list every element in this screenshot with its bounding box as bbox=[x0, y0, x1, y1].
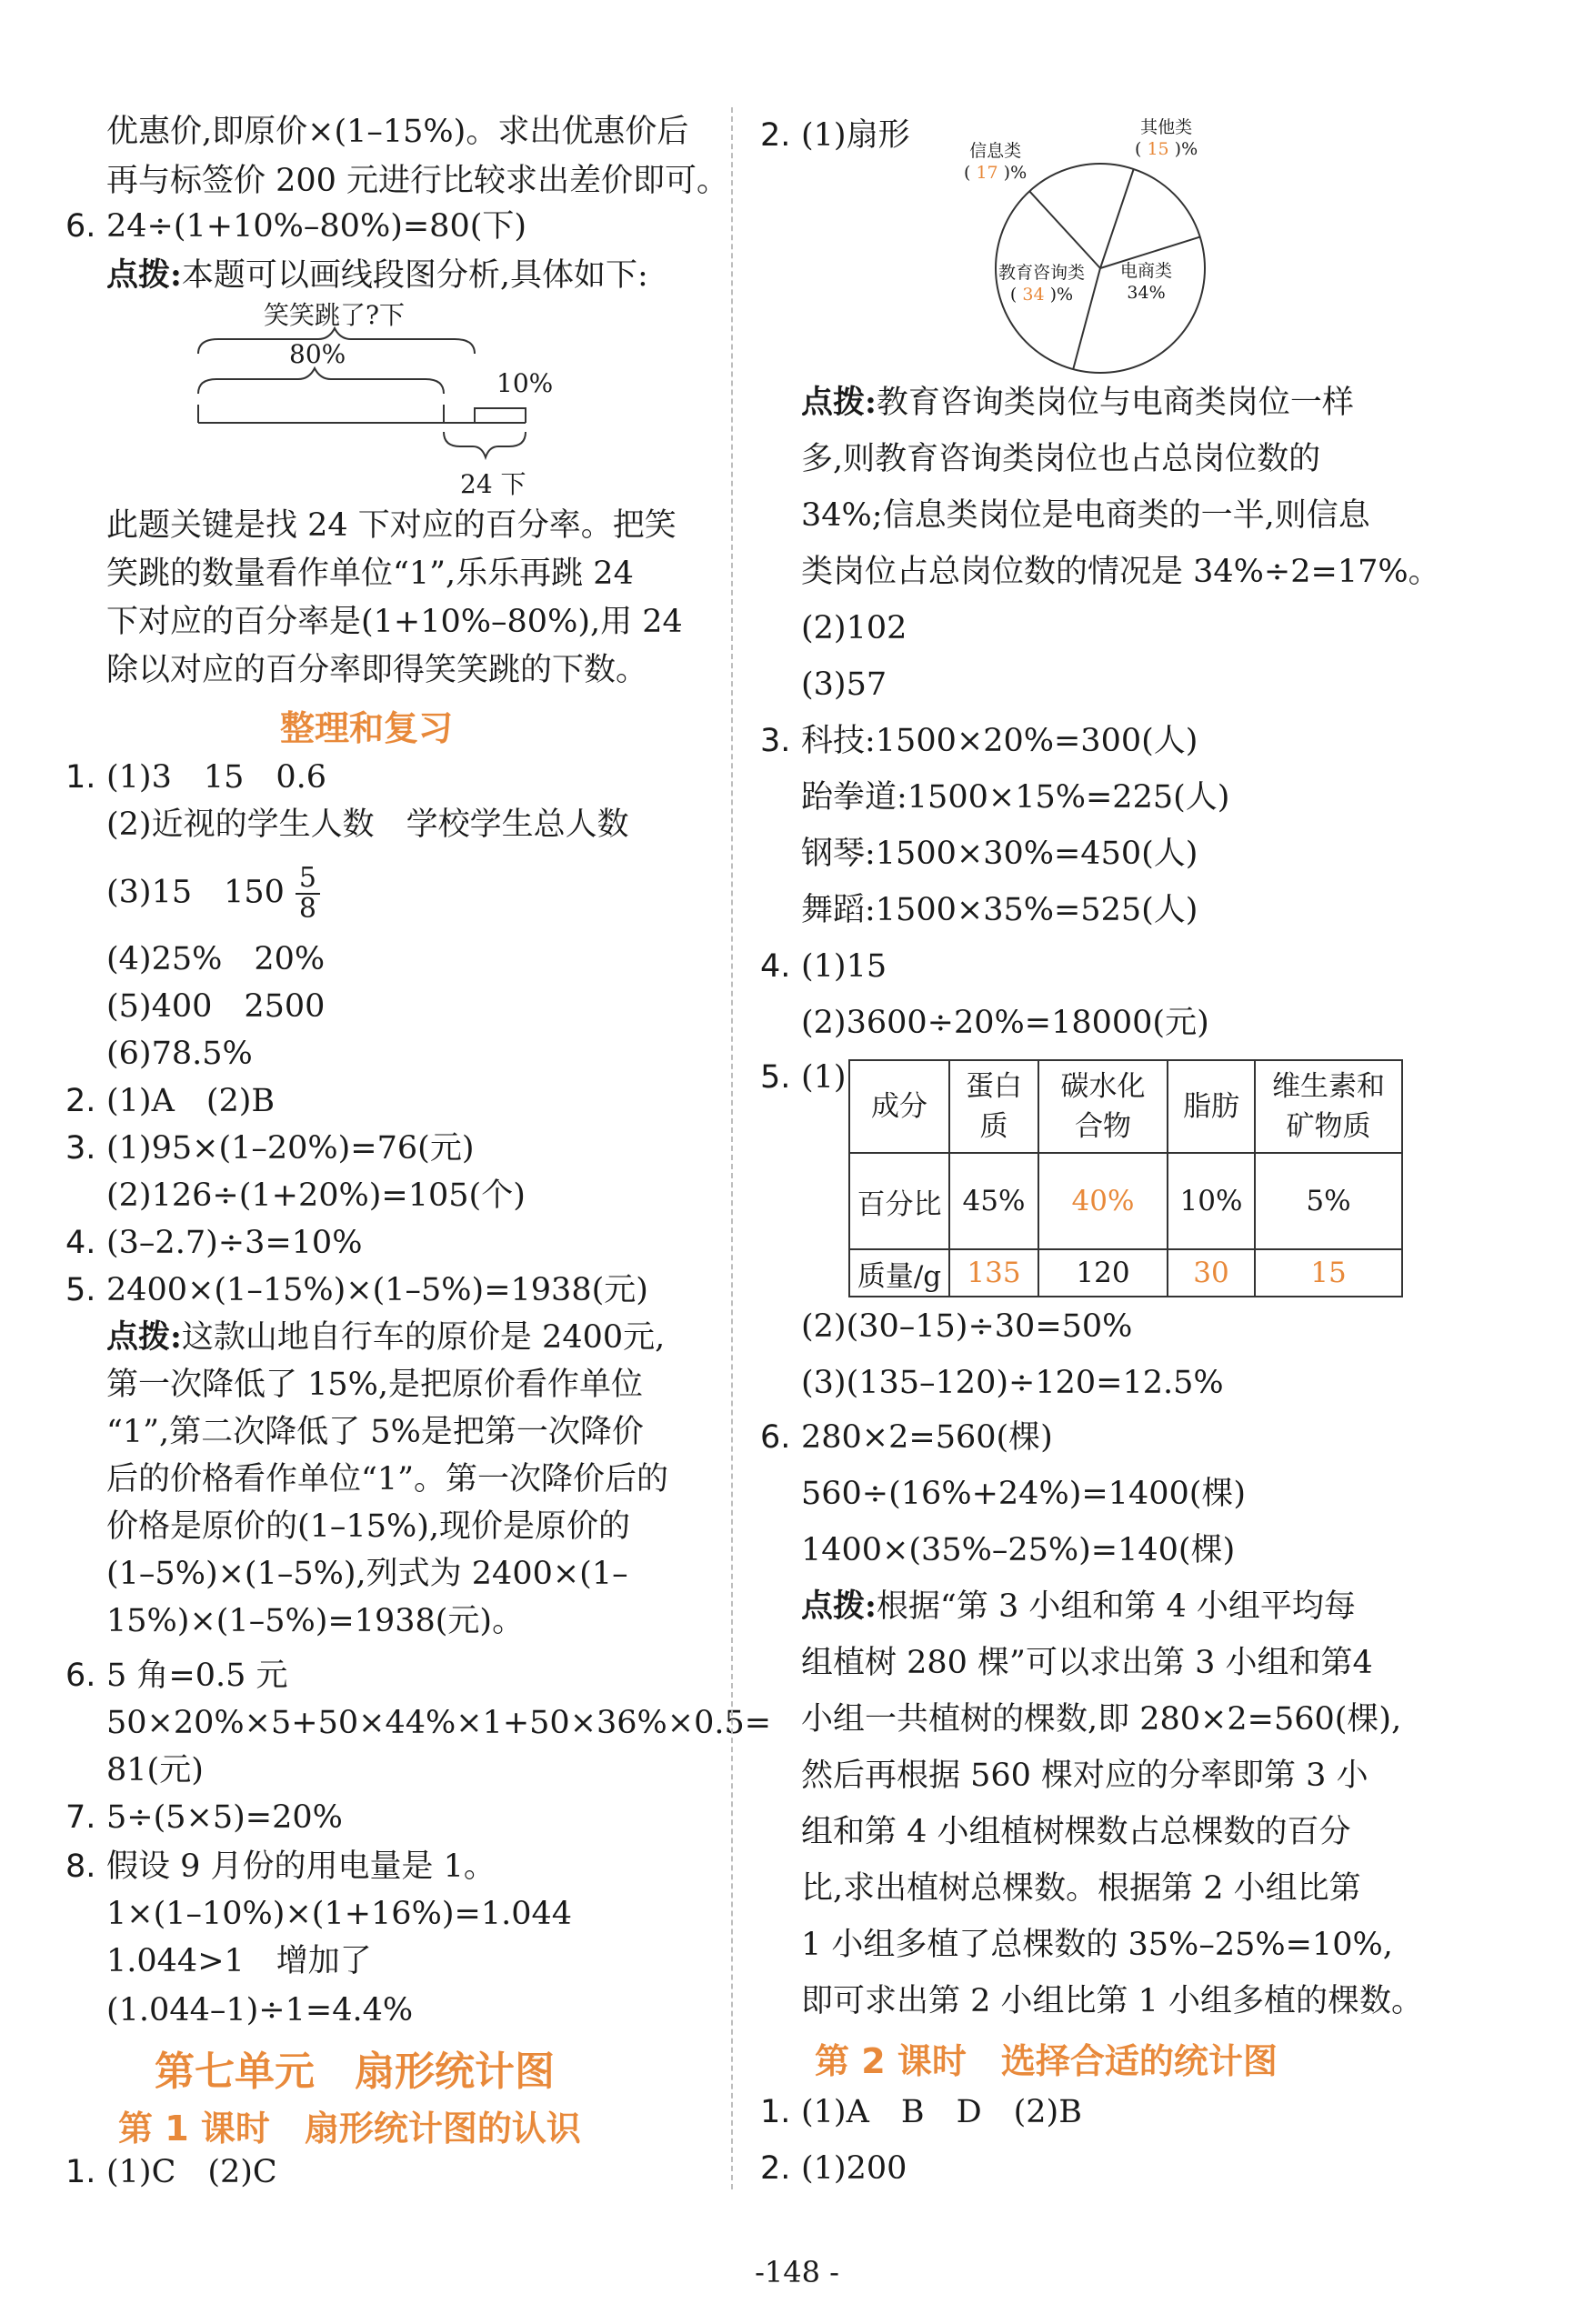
answer-line: (3–2.7)÷3=10% bbox=[106, 1225, 363, 1261]
header-line: 碳水化 bbox=[1060, 1070, 1146, 1103]
question-number: 1. bbox=[65, 2154, 96, 2190]
header-line: 蛋白 bbox=[966, 1070, 1022, 1103]
answer-line: (1)200 bbox=[801, 2150, 907, 2187]
table-cell: 10% bbox=[1168, 1153, 1255, 1249]
text-line: 下对应的百分率是(1+10%–80%),用 24 bbox=[106, 604, 683, 640]
answer-line: 81(元) bbox=[106, 1752, 204, 1788]
table-cell: 质量/g bbox=[849, 1249, 949, 1297]
line-segment-diagram bbox=[182, 296, 582, 505]
tip-line: 比,求出植树总棵数。根据第 2 小组比第 bbox=[801, 1870, 1361, 1907]
diagram-bottom-label: 24 下 bbox=[460, 469, 526, 499]
pie-answer-other: 15 bbox=[1147, 139, 1169, 159]
tip-text: 教育咨询类岗位与电商类岗位一样 bbox=[876, 385, 1354, 421]
tip-text: 这款山地自行车的原价是 2400元, bbox=[181, 1319, 666, 1356]
answer-line: 5 角=0.5 元 bbox=[106, 1658, 288, 1694]
tip-line: 34%;信息类岗位是电商类的一半,则信息 bbox=[801, 497, 1370, 534]
table-header-cell bbox=[1038, 1060, 1168, 1153]
unit-heading: 第七单元 扇形统计图 bbox=[155, 2049, 555, 2095]
question-number: 4. bbox=[760, 948, 791, 985]
question-number: 7. bbox=[65, 1799, 96, 1836]
tip-line bbox=[106, 1317, 665, 1358]
answer-line: (1)15 bbox=[801, 948, 887, 985]
pie-category-ecommerce: 电商类 bbox=[1120, 261, 1173, 281]
answer-line: 280×2=560(棵) bbox=[801, 1419, 1053, 1456]
tip-label: 点拨: bbox=[106, 1318, 182, 1356]
answer-line: (1)扇形 bbox=[801, 117, 910, 154]
table-cell: 120 bbox=[1038, 1249, 1168, 1297]
answer-line: 2400×(1–15%)×(1–5%)=1938(元) bbox=[106, 1272, 648, 1308]
fraction bbox=[296, 864, 320, 924]
table-header-cell bbox=[949, 1060, 1038, 1153]
pie-label-info bbox=[964, 140, 1027, 184]
answer-line: (1)A B D (2)B bbox=[801, 2094, 1082, 2130]
answer-line: (5)400 2500 bbox=[106, 988, 326, 1025]
answer-line: (2)近视的学生人数 学校学生总人数 bbox=[106, 806, 629, 843]
pie-value-ecommerce: 34% bbox=[1127, 283, 1166, 303]
question-number: 3. bbox=[760, 723, 791, 759]
pie-label-education bbox=[998, 262, 1085, 306]
tip-line bbox=[801, 382, 1354, 424]
answer-line: (6)78.5% bbox=[106, 1036, 253, 1072]
tip-line: (1–5%)×(1–5%),列式为 2400×(1– bbox=[106, 1556, 628, 1592]
tip-line: 第一次降低了 15%,是把原价看作单位 bbox=[106, 1367, 644, 1403]
tip-label: 点拨: bbox=[801, 384, 877, 421]
text-line: 此题关键是找 24 下对应的百分率。把笑 bbox=[106, 507, 677, 544]
tip-line: 组植树 280 棵”可以求出第 3 小组和第4 bbox=[801, 1645, 1373, 1681]
answer-line: 科技:1500×20%=300(人) bbox=[801, 723, 1198, 759]
answer-line bbox=[106, 864, 320, 924]
table-cell-answer: 15 bbox=[1255, 1249, 1402, 1297]
text-line: 优惠价,即原价×(1–15%)。求出优惠价后 bbox=[106, 114, 689, 150]
table-cell-answer: 30 bbox=[1168, 1249, 1255, 1297]
header-line: 合物 bbox=[1075, 1110, 1131, 1143]
question-number: 1. bbox=[65, 759, 96, 796]
table-header-cell: 成分 bbox=[849, 1060, 949, 1153]
tip-line: 组和第 4 小组植树棵数占总棵数的百分 bbox=[801, 1814, 1351, 1850]
tip-line: 多,则教育咨询类岗位也占总岗位数的 bbox=[801, 441, 1321, 477]
answer-line: 钢琴:1500×30%=450(人) bbox=[801, 836, 1198, 872]
tip-label: 点拨: bbox=[106, 256, 182, 294]
answer-line: 假设 9 月份的用电量是 1。 bbox=[106, 1848, 496, 1885]
fraction-numerator: 5 bbox=[296, 864, 320, 895]
question-number: 2. bbox=[760, 2150, 791, 2187]
column-divider bbox=[731, 107, 733, 2189]
question-number: 5. bbox=[760, 1059, 791, 1096]
question-number: 2. bbox=[65, 1083, 96, 1119]
answer-line: 1.044>1 增加了 bbox=[106, 1943, 372, 1979]
pie-label-ecommerce bbox=[1120, 260, 1172, 304]
nutrition-table bbox=[848, 1059, 1403, 1297]
tip-line: 然后再根据 560 棵对应的分率即第 3 小 bbox=[801, 1758, 1368, 1794]
page-number: -148 - bbox=[755, 2255, 839, 2289]
answer-line: (1.044–1)÷1=4.4% bbox=[106, 1992, 414, 2028]
table-cell: 45% bbox=[949, 1153, 1038, 1249]
pie-label-other bbox=[1135, 116, 1198, 160]
question-number: 6. bbox=[65, 208, 96, 245]
pie-answer-education: 34 bbox=[1022, 285, 1045, 305]
text-line: 除以对应的百分率即得笑笑跳的下数。 bbox=[106, 652, 648, 688]
answer-line: (1)A (2)B bbox=[106, 1083, 276, 1119]
pie-answer-info: 17 bbox=[976, 163, 998, 183]
answer-line: (2)(30–15)÷30=50% bbox=[801, 1308, 1133, 1345]
tip-line: 小组一共植树的棵数,即 280×2=560(棵), bbox=[801, 1701, 1402, 1738]
pie-category-education: 教育咨询类 bbox=[998, 263, 1086, 283]
fraction-denominator: 8 bbox=[298, 893, 317, 925]
answer-line: (2)102 bbox=[801, 610, 907, 646]
header-line: 维生素和 bbox=[1272, 1070, 1385, 1103]
question-number: 6. bbox=[760, 1419, 791, 1456]
question-number: 8. bbox=[65, 1848, 96, 1885]
tip-text: 根据“第 3 小组和第 4 小组平均每 bbox=[876, 1588, 1356, 1625]
diagram-top-label: 笑笑跳了?下 bbox=[264, 300, 406, 330]
tip-text: 本题可以画线段图分析,具体如下: bbox=[181, 257, 648, 294]
answer-line: (1)95×(1–20%)=76(元) bbox=[106, 1130, 475, 1167]
table-header-cell bbox=[1255, 1060, 1402, 1153]
answer-line: 舞蹈:1500×35%=525(人) bbox=[801, 892, 1198, 928]
pie-slice-boundary-其他类 bbox=[1100, 169, 1134, 268]
pie-value-education: ( 34 )% bbox=[1009, 285, 1074, 305]
answer-line: 50×20%×5+50×44%×1+50×36%×0.5= bbox=[106, 1705, 772, 1741]
pie-chart bbox=[946, 109, 1255, 382]
table-cell: 百分比 bbox=[849, 1153, 949, 1249]
text-line: 笑跳的数量看作单位“1”,乐乐再跳 24 bbox=[106, 556, 634, 592]
answer-line: (1)C (2)C bbox=[106, 2154, 277, 2190]
answer-text: (3)15 150 bbox=[106, 874, 285, 911]
tip-line bbox=[801, 1586, 1356, 1628]
question-number: 5. bbox=[65, 1272, 96, 1308]
table-cell-answer: 135 bbox=[949, 1249, 1038, 1297]
question-number: 6. bbox=[65, 1658, 96, 1694]
header-line: 质 bbox=[979, 1110, 1008, 1143]
diagram-right-label: 10% bbox=[496, 368, 554, 398]
tip-line: “1”,第二次降低了 5%是把第一次降价 bbox=[106, 1414, 644, 1450]
tip-line: 15%)×(1–5%)=1938(元)。 bbox=[106, 1603, 525, 1639]
tip-line bbox=[106, 255, 648, 296]
answer-line: (3)(135–120)÷120=12.5% bbox=[801, 1365, 1224, 1401]
section-heading: 整理和复习 bbox=[280, 708, 454, 748]
table-cell-answer: 40% bbox=[1038, 1153, 1168, 1249]
pie-slice-boundary-信息类 bbox=[1029, 191, 1100, 268]
answer-line: (2)3600÷20%=18000(元) bbox=[801, 1005, 1209, 1041]
pie-value-info: ( 17 )% bbox=[964, 163, 1028, 183]
pie-category-info: 信息类 bbox=[969, 141, 1022, 161]
tip-line: 价格是原价的(1–15%),现价是原价的 bbox=[106, 1508, 630, 1545]
answer-line: 跆拳道:1500×15%=225(人) bbox=[801, 779, 1230, 816]
lesson-heading: 第 2 课时 选择合适的统计图 bbox=[815, 2041, 1278, 2081]
table-header-row bbox=[849, 1060, 1402, 1153]
question-number: 3. bbox=[65, 1130, 96, 1167]
answer-line: (3)57 bbox=[801, 666, 887, 703]
text-line: 再与标签价 200 元进行比较求出差价即可。 bbox=[106, 163, 729, 199]
lesson-heading: 第 1 课时 扇形统计图的认识 bbox=[118, 2109, 581, 2149]
header-line: 矿物质 bbox=[1286, 1110, 1371, 1143]
question-number: 2. bbox=[760, 117, 791, 154]
answer-line: (1) bbox=[801, 1059, 847, 1096]
pie-category-other: 其他类 bbox=[1140, 117, 1193, 137]
tip-line: 后的价格看作单位“1”。第一次降价后的 bbox=[106, 1461, 669, 1498]
table-row bbox=[849, 1153, 1402, 1249]
table-cell: 5% bbox=[1255, 1153, 1402, 1249]
question-number: 4. bbox=[65, 1225, 96, 1261]
tip-line: 1 小组多植了总棵数的 35%–25%=10%, bbox=[801, 1927, 1393, 1963]
answer-line: (4)25% 20% bbox=[106, 941, 326, 977]
tip-line: 即可求出第 2 小组比第 1 小组多植的棵数。 bbox=[801, 1983, 1424, 2019]
answer-line: 5÷(5×5)=20% bbox=[106, 1799, 343, 1836]
answer-line: (1)3 15 0.6 bbox=[106, 759, 327, 796]
answer-line: (2)126÷(1+20%)=105(个) bbox=[106, 1177, 526, 1214]
answer-line: 560÷(16%+24%)=1400(棵) bbox=[801, 1476, 1247, 1512]
table-header-cell: 脂肪 bbox=[1168, 1060, 1255, 1153]
diagram-left-label: 80% bbox=[289, 339, 346, 369]
answer-line: 1×(1–10%)×(1+16%)=1.044 bbox=[106, 1896, 573, 1932]
question-number: 1. bbox=[760, 2094, 791, 2130]
table-row bbox=[849, 1249, 1402, 1297]
tip-line: 类岗位占总岗位数的情况是 34%÷2=17%。 bbox=[801, 554, 1440, 590]
tip-label: 点拨: bbox=[801, 1588, 877, 1625]
pie-value-other: ( 15 )% bbox=[1135, 139, 1198, 159]
answer-line: 1400×(35%–25%)=140(棵) bbox=[801, 1532, 1236, 1568]
answer-line: 24÷(1+10%–80%)=80(下) bbox=[106, 208, 527, 245]
